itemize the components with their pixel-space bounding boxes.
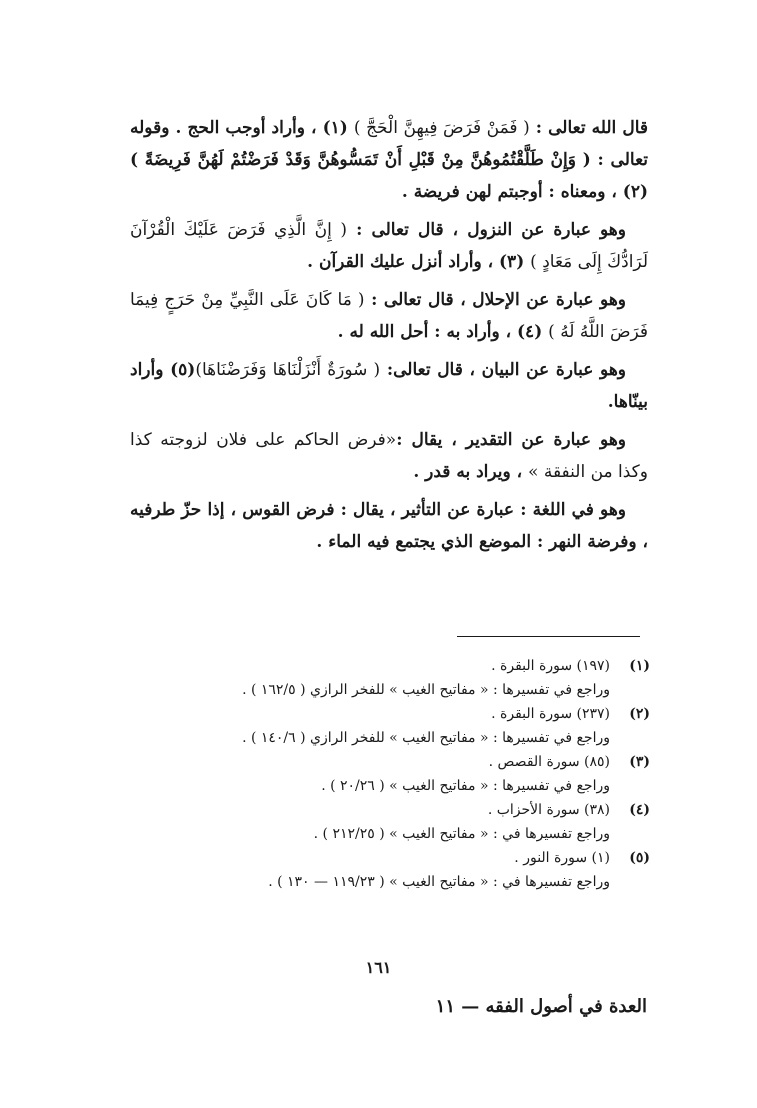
footnote-source: وراجع تفسيرها في : « مفاتيح الغيب » ( ٢١٢/٢٥ ) . bbox=[313, 826, 610, 842]
footnote-number: (٣) bbox=[629, 754, 650, 770]
paragraph-1: قال الله تعالى : ( فَمَنْ فَرَضَ فِيهِنَّ الْحَجَّ ) (١) ، وأراد أوجب الحج . وقوله تعالى : ( وَإِنْ طَلَّقْتُمُوهُنَّ مِنْ قَبْلِ أَنْ تَمَسُّوهُنَّ وَقَدْ فَرَضْتُمْ لَهُنَّ فَرِيضَةً ) (٢) ، ومعناه : أوجبتم لهن فريضة . bbox=[130, 118, 648, 202]
footnote-number: (٢) bbox=[629, 706, 650, 722]
footnote-divider bbox=[457, 636, 640, 637]
footnote-number: (٤) bbox=[629, 802, 650, 818]
main-text bbox=[130, 112, 648, 564]
footnote bbox=[150, 702, 650, 750]
footnote-reference: (١) سورة النور . bbox=[514, 850, 610, 866]
footnote-reference: (٨٥) سورة القصص . bbox=[488, 754, 610, 770]
footnote-source: وراجع في تفسيرها : « مفاتيح الغيب » للفخر الرازي ( ١٦٢/٥ ) . bbox=[242, 682, 610, 698]
quran-verse: ( إِنَّ الَّذِي فَرَضَ عَلَيْكَ الْقُرْآنَ لَرَادُّكَ إِلَى مَعَادٍ ) bbox=[130, 220, 648, 272]
footnotes bbox=[150, 654, 650, 894]
quran-verse: ( مَا كَانَ عَلَى النَّبِيِّ مِنْ حَرَجٍ فِيمَا فَرَضَ اللَّهُ لَهُ ) bbox=[130, 290, 648, 342]
footnote bbox=[150, 654, 650, 702]
footnote-source: وراجع في تفسيرها : « مفاتيح الغيب » للفخر الرازي ( ١٤٠/٦ ) . bbox=[242, 730, 610, 746]
paragraph-5: وهو عبارة عن التقدير ، يقال :«فرض الحاكم على فلان لزوجته كذا وكذا من النفقة » ، ويراد به قدر . bbox=[130, 430, 648, 482]
quoted-saying: «فرض الحاكم على فلان لزوجته كذا وكذا من النفقة » bbox=[130, 430, 648, 482]
footnote-source: وراجع تفسيرها في : « مفاتيح الغيب » ( ١١٩/٢٣ — ١٣٠ ) . bbox=[268, 874, 610, 890]
footnote-reference: (٢٣٧) سورة البقرة . bbox=[491, 706, 610, 722]
footnote-reference: (٣٨) سورة الأحزاب . bbox=[487, 802, 610, 818]
quran-verse: ( فَمَنْ فَرَضَ فِيهِنَّ الْحَجَّ ) bbox=[353, 118, 530, 138]
paragraph-4: وهو عبارة عن البيان ، قال تعالى: ( سُورَةٌ أَنْزَلْنَاهَا وَفَرَضْنَاهَا)(٥) وأراد بينّاها. bbox=[130, 360, 648, 412]
footnote-source: وراجع في تفسيرها : « مفاتيح الغيب » ( ٢٠/٢٦ ) . bbox=[321, 778, 610, 794]
footnote bbox=[150, 798, 650, 846]
paragraph-2: وهو عبارة عن النزول ، قال تعالى : ( إِنَّ الَّذِي فَرَضَ عَلَيْكَ الْقُرْآنَ لَرَادُّكَ إِلَى مَعَادٍ ) (٣) ، وأراد أنزل عليك القرآن . bbox=[130, 220, 648, 272]
footnote-number: (١) bbox=[629, 658, 650, 674]
footnote bbox=[150, 750, 650, 798]
footnote bbox=[150, 846, 650, 894]
running-footer: العدة في أصول الفقه — ١١ bbox=[435, 996, 647, 1017]
paragraph-6: وهو في اللغة : عبارة عن التأثير ، يقال : فرض القوس ، إذا حزّ طرفيه ، وفرضة النهر : الموضع الذي يجتمع فيه الماء . bbox=[130, 500, 648, 552]
paragraph-3: وهو عبارة عن الإحلال ، قال تعالى : ( مَا كَانَ عَلَى النَّبِيِّ مِنْ حَرَجٍ فِيمَا فَرَضَ اللَّهُ لَهُ ) (٤) ، وأراد به : أحل الله له . bbox=[130, 290, 648, 342]
footnote-reference: (١٩٧) سورة البقرة . bbox=[491, 658, 610, 674]
footnote-number: (٥) bbox=[629, 850, 650, 866]
page-number: ١٦١ bbox=[365, 958, 392, 977]
quran-verse: ( سُورَةٌ أَنْزَلْنَاهَا وَفَرَضْنَاهَا) bbox=[195, 360, 381, 380]
